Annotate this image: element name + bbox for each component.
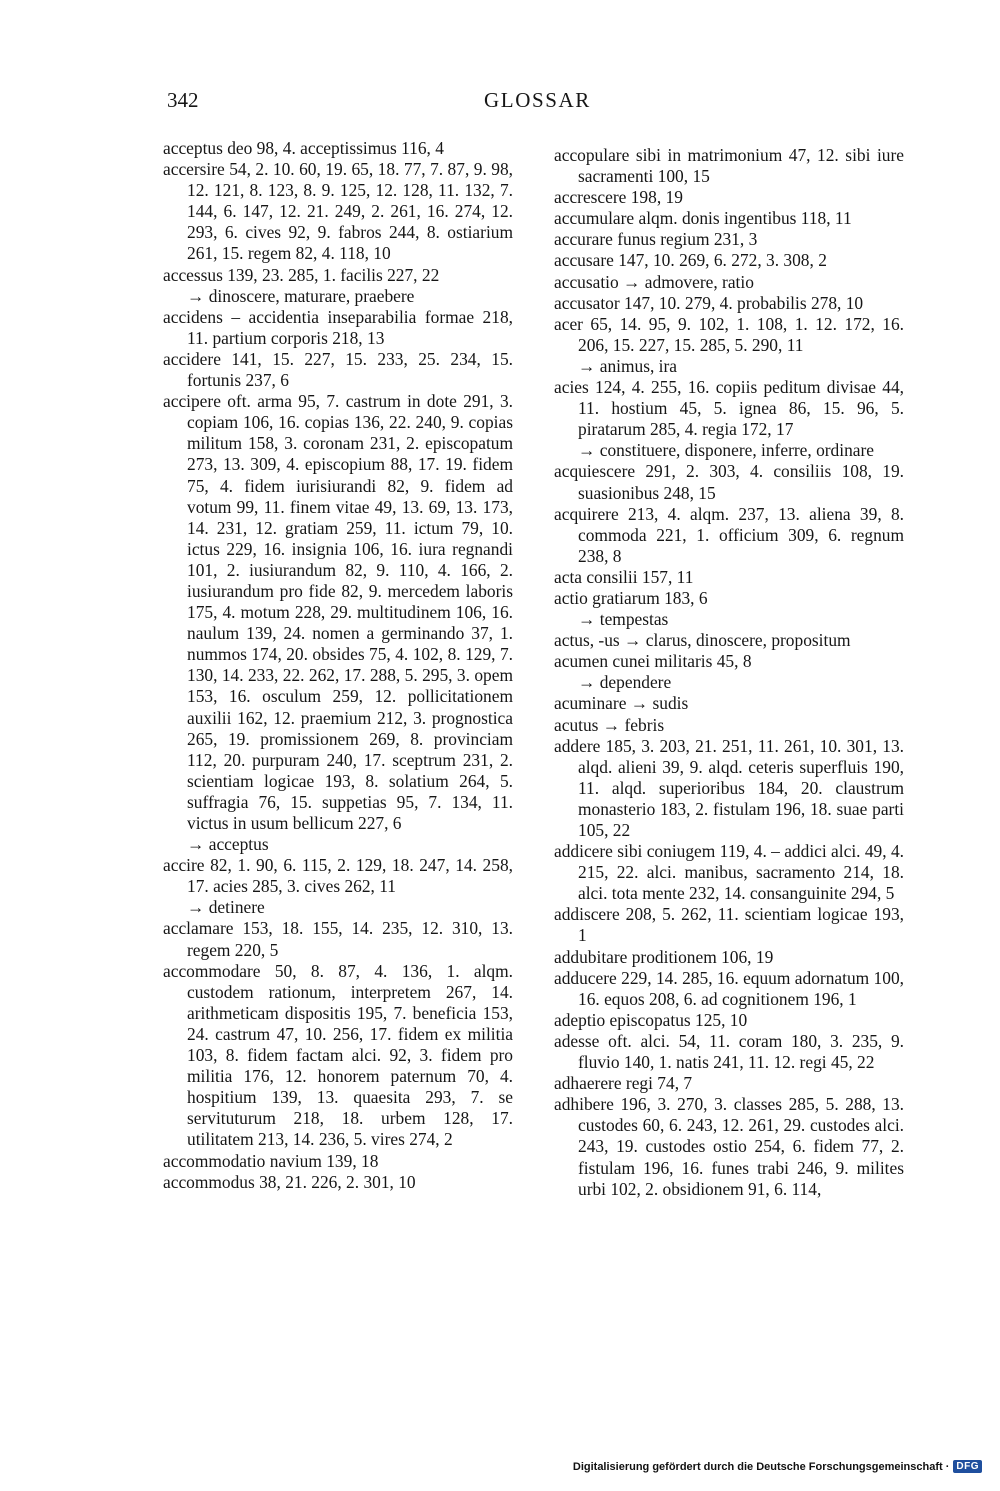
glossary-entry: acer 65, 14. 95, 9. 102, 1. 108, 1. 12. 172, 16. 206, 15. 227, 15. 285, 5. 290, 11	[554, 313, 904, 355]
glossary-entry: actio gratiarum 183, 6	[554, 587, 708, 608]
footer-text: Digitalisierung gefördert durch die Deutsche Forschungsgemeinschaft ·	[572, 1460, 950, 1473]
glossary-entry: accersire 54, 2. 10. 60, 19. 65, 18. 77, 7. 87, 9. 98, 12. 121, 8. 123, 8. 9. 125, 12. 128, 11. 132, 7. 144, 6. 147, 12. 21. 249, 2. 261, 16. 274, 12. 293, 6. cives 92, 9. fabros 244, 8. ostiarium 261, 15. regem 82, 4. 118, 10	[163, 159, 513, 264]
glossary-entry: accusatio → admovere, ratio	[554, 271, 754, 292]
page-number: 342	[167, 88, 199, 112]
glossary-entry: accurare funus regium 231, 3	[554, 229, 758, 250]
glossary-entry: accommodare 50, 8. 87, 4. 136, 1. alqm. custodem rationum, interpretem 267, 14. arithmeticam dispositis 195, 7. beneficia 153, 24. castrum 47, 10. 256, 17. fidem ex militia 103, 8. fidem factam alci. 92, 3. fidem pro militia 176, 12. honorem paternum 70, 4. hospitium 139, 13. quaesita 293, 7. se servituturum 218, 18. urbem 128, 17. utilitatem 213, 14. 236, 5. vires 274, 2	[163, 960, 513, 1150]
glossary-cross-reference: → animus, ira	[578, 355, 678, 376]
glossary-entry: acuminare → sudis	[554, 693, 689, 714]
glossary-entry: addubitare proditionem 106, 19	[554, 946, 774, 967]
glossary-entry: accipere oft. arma 95, 7. castrum in dote 291, 3. copiam 106, 16. copias 136, 22. 240, 9. copias militum 158, 3. coronam 231, 2. episcopatum 273, 13. 309, 4. episcopium 88, 17. 19. fidem 75, 4. fidem iurisiurandi 82, 9. fidem ad votum 99, 11. finem vitae 49, 13. 69, 13. 173, 14. 231, 12. gratiam 259, 11. ictum 79, 10. ictus 229, 16. insignia 106, 16. iura regnandi 101, 2. iusiurandum 82, 9. 110, 4. 166, 2. iusiurandum pro fide 82, 9. mercedem laboris 175, 4. motum 228, 29. multitudinem 106, 16. naulum 139, 24. nomen a germinando 37, 1. nummos 174, 20. obsides 75, 4. 102, 8. 129, 7. 130, 14. 233, 22. 262, 17. 288, 5. 295, 3. opem 153, 16. osculum 259, 12. pollicitationem auxilii 162, 12. praemium 212, 3. prognostica 265, 19. promissionem 269, 8. provinciam 112, 20. purpuram 240, 17. sceptrum 231, 2. scientiam logicae 193, 8. solatium 264, 5. suffragia 76, 15. suppetias 95, 7. 134, 11. victus in usum bellicum 227, 6	[163, 391, 513, 833]
glossary-entry: acies 124, 4. 255, 16. copiis peditum divisae 44, 11. hostium 45, 5. ignea 86, 15. 96, 5. piratarum 285, 4. regia 172, 17	[554, 377, 904, 440]
glossary-entry: adhibere 196, 3. 270, 3. classes 285, 5. 288, 13. custodes 60, 6. 243, 12. 261, 29. custodes alci. 243, 19. custodes ostio 254, 6. fidem 77, 2. fistulam 196, 16. funes trabi 246, 9. milites urbi 102, 2. obsidionem 91, 6. 114,	[554, 1094, 904, 1199]
glossary-entry: acutus → febris	[554, 714, 665, 735]
glossary-cross-reference: → acceptus	[187, 834, 269, 855]
glossary-cross-reference: → dinoscere, maturare, praebere	[187, 285, 415, 306]
glossary-entry: accidens – accidentia inseparabilia formae 218, 11. partium corporis 218, 13	[163, 306, 513, 348]
glossary-cross-reference: → detinere	[187, 897, 265, 918]
glossary-entry: accusare 147, 10. 269, 6. 272, 3. 308, 2	[554, 250, 827, 271]
glossary-entry: acumen cunei militaris 45, 8	[554, 651, 752, 672]
glossary-column-right	[554, 145, 904, 1200]
glossary-entry: accusator 147, 10. 279, 4. probabilis 278, 10	[554, 292, 864, 313]
glossary-cross-reference: → tempestas	[578, 609, 669, 630]
glossary-entry: accommodatio navium 139, 18	[163, 1150, 379, 1171]
glossary-entry: acceptus deo 98, 4. acceptissimus 116, 4	[163, 138, 444, 158]
glossary-entry: accrescere 198, 19	[554, 187, 683, 208]
glossary-entry: addiscere 208, 5. 262, 11. scientiam logicae 193, 1	[554, 904, 904, 946]
dfg-footer	[573, 1460, 982, 1473]
glossary-cross-reference: → constituere, disponere, inferre, ordinare	[578, 440, 875, 461]
glossary-entry: addere 185, 3. 203, 21. 251, 11. 261, 10. 301, 13. alqd. alieni 39, 9. alqd. ceteris superfluis 190, 11. alqd. superioribus 184, 20. claustrum monasterio 183, 2. fistulam 196, 18. suae parti 105, 22	[554, 735, 904, 840]
glossary-entry: acquirere 213, 4. alqm. 237, 13. aliena 39, 8. commoda 221, 1. officium 309, 6. regnum 238, 8	[554, 503, 904, 566]
glossary-entry: acta consilii 157, 11	[554, 566, 694, 587]
glossary-entry: actus, -us → clarus, dinoscere, propositum	[554, 630, 851, 651]
glossary-entry: accessus 139, 23. 285, 1. facilis 227, 22	[163, 264, 440, 285]
glossary-entry: adeptio episcopatus 125, 10	[554, 1009, 748, 1030]
glossary-entry: accire 82, 1. 90, 6. 115, 2. 129, 18. 247, 14. 258, 17. acies 285, 3. cives 262, 11	[163, 855, 513, 897]
glossary-column-left	[163, 138, 513, 1193]
glossary-entry: acquiescere 291, 2. 303, 4. consiliis 108, 19. suasionibus 248, 15	[554, 461, 904, 503]
glossary-entry: adhaerere regi 74, 7	[554, 1073, 693, 1094]
glossary-entry: accidere 141, 15. 227, 15. 233, 25. 234, 15. fortunis 237, 6	[163, 348, 513, 391]
glossary-entry: addicere sibi coniugem 119, 4. – addici alci. 49, 4. 215, 22. alci. manibus, sacramento 214, 18. alci. tota mente 232, 14. consanguinite 294, 5	[554, 841, 904, 904]
running-head: GLOSSAR	[484, 88, 591, 112]
glossary-entry: acclamare 153, 18. 155, 14. 235, 12. 310, 13. regem 220, 5	[163, 918, 513, 960]
dfg-logo: DFG	[953, 1460, 982, 1473]
glossary-entry: adducere 229, 14. 285, 16. equum adornatum 100, 16. equos 208, 6. ad cognitionem 196, 1	[554, 967, 904, 1009]
glossary-entry: accumulare alqm. donis ingentibus 118, 11	[554, 208, 852, 229]
glossary-entry: accommodus 38, 21. 226, 2. 301, 10	[163, 1171, 416, 1192]
glossary-cross-reference: → dependere	[578, 672, 672, 693]
glossary-entry: accopulare sibi in matrimonium 47, 12. sibi iure sacramenti 100, 15	[554, 145, 904, 187]
glossary-entry: adesse oft. alci. 54, 11. coram 180, 3. 235, 9. fluvio 140, 1. natis 241, 11. 12. regi 45, 22	[554, 1030, 904, 1073]
